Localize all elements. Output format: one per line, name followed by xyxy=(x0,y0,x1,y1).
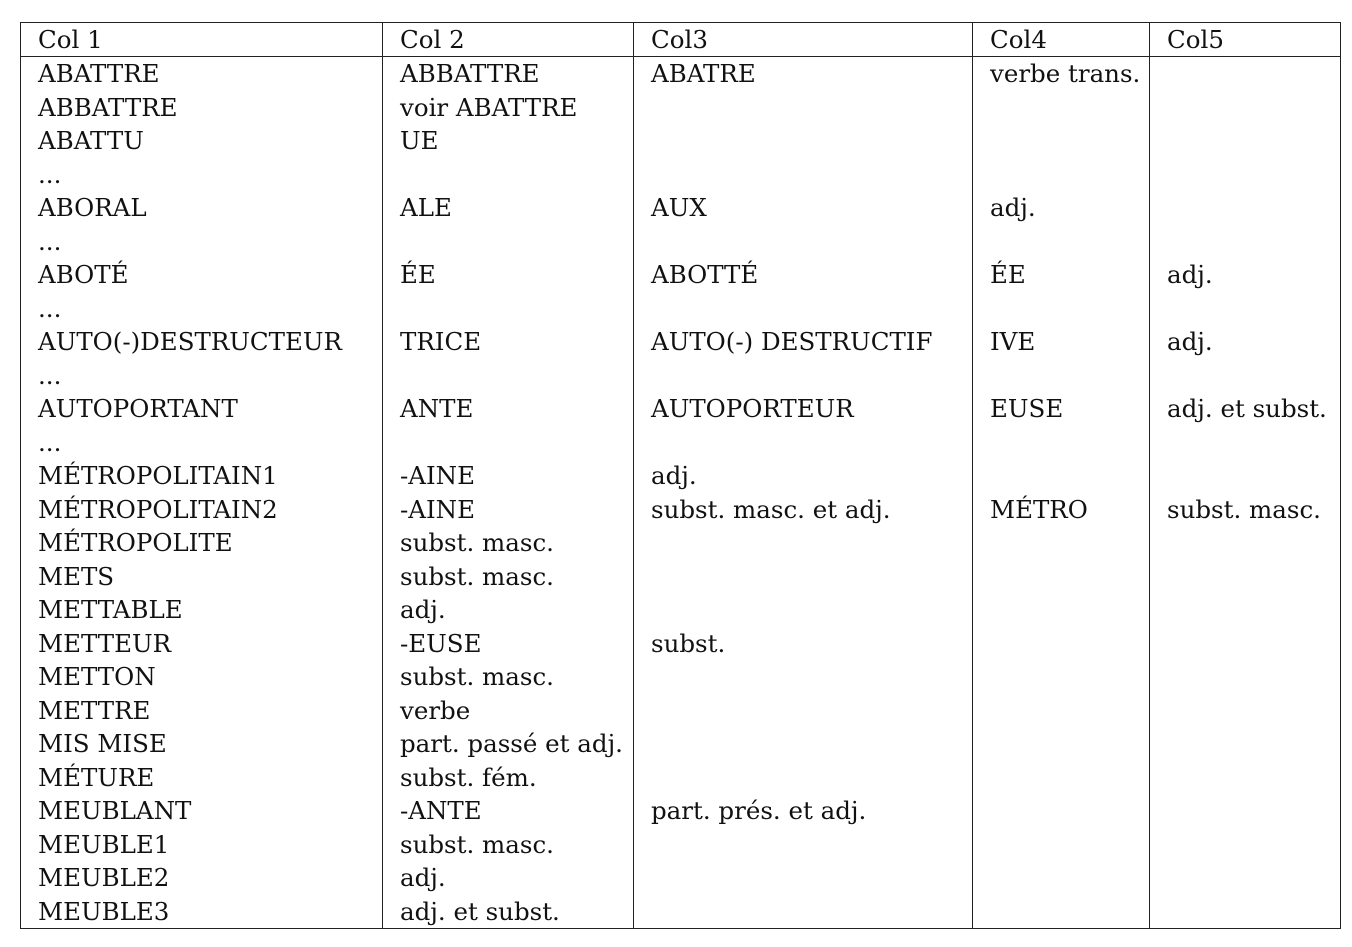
table-cell-col-3: AUTOPORTEUR xyxy=(634,392,973,426)
table-cell-col-2 xyxy=(383,359,634,393)
table-cell-col-5 xyxy=(1150,895,1341,929)
table-cell-col-4 xyxy=(973,828,1150,862)
table-cell-col-2: ÉE xyxy=(383,258,634,292)
table-cell-col-1: ... xyxy=(21,426,383,460)
table-cell-col-3: AUX xyxy=(634,191,973,225)
table-cell-col-4 xyxy=(973,426,1150,460)
table-cell-col-4 xyxy=(973,794,1150,828)
table-cell-col-5: subst. masc. xyxy=(1150,493,1341,527)
table-cell-col-1: MEUBLANT xyxy=(21,794,383,828)
table-cell-col-2: subst. fém. xyxy=(383,761,634,795)
table-cell-col-2: verbe xyxy=(383,694,634,728)
table-cell-col-4 xyxy=(973,459,1150,493)
table-cell-col-5 xyxy=(1150,526,1341,560)
table-row xyxy=(21,560,1341,594)
table-body xyxy=(21,57,1341,929)
table-cell-col-2: adj. et subst. xyxy=(383,895,634,929)
table-cell-col-3: ABOTTÉ xyxy=(634,258,973,292)
table-cell-col-2: voir ABATTRE xyxy=(383,91,634,125)
table-cell-col-1: ABATTU xyxy=(21,124,383,158)
table-cell-col-1: MEUBLE1 xyxy=(21,828,383,862)
table-row xyxy=(21,57,1341,91)
table-cell-col-3: subst. masc. et adj. xyxy=(634,493,973,527)
table-cell-col-3 xyxy=(634,292,973,326)
table-cell-col-1: METTON xyxy=(21,660,383,694)
table-cell-col-5: adj. et subst. xyxy=(1150,392,1341,426)
table-cell-col-4: ÉE xyxy=(973,258,1150,292)
table-cell-col-2: subst. masc. xyxy=(383,560,634,594)
table-cell-col-1: ABATTRE xyxy=(21,57,383,91)
table-cell-col-4: MÉTRO xyxy=(973,493,1150,527)
table-cell-col-3 xyxy=(634,560,973,594)
table-cell-col-3 xyxy=(634,861,973,895)
header-col-2: Col 2 xyxy=(383,23,634,57)
table-cell-col-2: TRICE xyxy=(383,325,634,359)
table-cell-col-2: subst. masc. xyxy=(383,526,634,560)
table-cell-col-5 xyxy=(1150,828,1341,862)
table-row xyxy=(21,426,1341,460)
table-cell-col-5 xyxy=(1150,459,1341,493)
table-cell-col-4 xyxy=(973,124,1150,158)
table-cell-col-1: METTRE xyxy=(21,694,383,728)
table-cell-col-4 xyxy=(973,761,1150,795)
table-cell-col-3 xyxy=(634,359,973,393)
table-row xyxy=(21,828,1341,862)
table-cell-col-4: verbe trans. xyxy=(973,57,1150,91)
table-cell-col-2: subst. masc. xyxy=(383,660,634,694)
table-cell-col-1: METTABLE xyxy=(21,593,383,627)
table-cell-col-1: MÉTROPOLITAIN1 xyxy=(21,459,383,493)
table-cell-col-3: ABATRE xyxy=(634,57,973,91)
table-cell-col-1: ... xyxy=(21,292,383,326)
table-cell-col-4 xyxy=(973,158,1150,192)
table-row xyxy=(21,660,1341,694)
table-cell-col-5 xyxy=(1150,292,1341,326)
table-cell-col-2: ANTE xyxy=(383,392,634,426)
table-cell-col-1: MÉTROPOLITE xyxy=(21,526,383,560)
table-cell-col-2: part. passé et adj. xyxy=(383,727,634,761)
table-row xyxy=(21,526,1341,560)
table-row xyxy=(21,325,1341,359)
table-row xyxy=(21,627,1341,661)
table-cell-col-2 xyxy=(383,426,634,460)
table-cell-col-5: adj. xyxy=(1150,325,1341,359)
table-cell-col-5 xyxy=(1150,91,1341,125)
table-cell-col-3: part. prés. et adj. xyxy=(634,794,973,828)
table-cell-col-1: ... xyxy=(21,359,383,393)
table-cell-col-5 xyxy=(1150,57,1341,91)
lexicon-table xyxy=(20,22,1341,929)
table-row xyxy=(21,493,1341,527)
table-cell-col-3 xyxy=(634,895,973,929)
table-cell-col-4 xyxy=(973,225,1150,259)
table-cell-col-2 xyxy=(383,292,634,326)
table-header xyxy=(21,23,1341,57)
table-cell-col-4: adj. xyxy=(973,191,1150,225)
table-cell-col-5 xyxy=(1150,158,1341,192)
table-row xyxy=(21,91,1341,125)
table-cell-col-3 xyxy=(634,694,973,728)
table-cell-col-3 xyxy=(634,158,973,192)
table-cell-col-3 xyxy=(634,660,973,694)
table-cell-col-2: -EUSE xyxy=(383,627,634,661)
table-cell-col-1: METTEUR xyxy=(21,627,383,661)
table-cell-col-5 xyxy=(1150,761,1341,795)
table-row xyxy=(21,761,1341,795)
table-cell-col-5 xyxy=(1150,359,1341,393)
table-cell-col-3: AUTO(-) DESTRUCTIF xyxy=(634,325,973,359)
table-cell-col-3 xyxy=(634,727,973,761)
header-col-1: Col 1 xyxy=(21,23,383,57)
table-cell-col-4 xyxy=(973,560,1150,594)
table-cell-col-2 xyxy=(383,225,634,259)
table-row xyxy=(21,727,1341,761)
table-cell-col-4 xyxy=(973,895,1150,929)
table-cell-col-4 xyxy=(973,660,1150,694)
table-cell-col-4 xyxy=(973,359,1150,393)
table-cell-col-5 xyxy=(1150,191,1341,225)
table-row xyxy=(21,593,1341,627)
table-cell-col-5 xyxy=(1150,861,1341,895)
table-cell-col-1: MEUBLE3 xyxy=(21,895,383,929)
table-cell-col-1: MIS MISE xyxy=(21,727,383,761)
table-cell-col-2: -ANTE xyxy=(383,794,634,828)
table-cell-col-4 xyxy=(973,292,1150,326)
table-row xyxy=(21,124,1341,158)
header-col-3: Col3 xyxy=(634,23,973,57)
table-cell-col-4 xyxy=(973,694,1150,728)
table-row xyxy=(21,392,1341,426)
table-cell-col-2: subst. masc. xyxy=(383,828,634,862)
table-cell-col-1: METS xyxy=(21,560,383,594)
table-cell-col-5 xyxy=(1150,225,1341,259)
table-cell-col-5 xyxy=(1150,660,1341,694)
table-cell-col-4 xyxy=(973,627,1150,661)
table-cell-col-5 xyxy=(1150,794,1341,828)
table-cell-col-5 xyxy=(1150,426,1341,460)
table-row xyxy=(21,191,1341,225)
table-cell-col-4 xyxy=(973,727,1150,761)
table-cell-col-1: ... xyxy=(21,225,383,259)
table-cell-col-5 xyxy=(1150,124,1341,158)
table-cell-col-1: AUTOPORTANT xyxy=(21,392,383,426)
table-row xyxy=(21,158,1341,192)
table-cell-col-1: AUTO(-)DESTRUCTEUR xyxy=(21,325,383,359)
table-cell-col-3 xyxy=(634,593,973,627)
table-cell-col-3 xyxy=(634,526,973,560)
table-cell-col-4 xyxy=(973,593,1150,627)
table-cell-col-1: MÉTROPOLITAIN2 xyxy=(21,493,383,527)
table-cell-col-5 xyxy=(1150,694,1341,728)
header-col-5: Col5 xyxy=(1150,23,1341,57)
table-cell-col-2: adj. xyxy=(383,593,634,627)
header-col-4: Col4 xyxy=(973,23,1150,57)
table-cell-col-4: EUSE xyxy=(973,392,1150,426)
table-cell-col-5: adj. xyxy=(1150,258,1341,292)
table-cell-col-2: -AINE xyxy=(383,493,634,527)
table-cell-col-3 xyxy=(634,225,973,259)
table-row xyxy=(21,694,1341,728)
table-cell-col-3 xyxy=(634,91,973,125)
table-row xyxy=(21,794,1341,828)
table-cell-col-2: adj. xyxy=(383,861,634,895)
table-cell-col-5 xyxy=(1150,627,1341,661)
table-cell-col-4 xyxy=(973,91,1150,125)
table-cell-col-1: ... xyxy=(21,158,383,192)
header-row xyxy=(21,23,1341,57)
table-cell-col-3 xyxy=(634,761,973,795)
table-cell-col-4 xyxy=(973,861,1150,895)
table-cell-col-1: ABBATTRE xyxy=(21,91,383,125)
table-cell-col-5 xyxy=(1150,593,1341,627)
table-cell-col-2: ABBATTRE xyxy=(383,57,634,91)
table-row xyxy=(21,895,1341,929)
table-row xyxy=(21,861,1341,895)
table-cell-col-3 xyxy=(634,426,973,460)
table-cell-col-2: ALE xyxy=(383,191,634,225)
table-cell-col-5 xyxy=(1150,727,1341,761)
table-row xyxy=(21,292,1341,326)
table-cell-col-3 xyxy=(634,828,973,862)
table-cell-col-1: ABOTÉ xyxy=(21,258,383,292)
table-cell-col-1: MÉTURE xyxy=(21,761,383,795)
table-row xyxy=(21,359,1341,393)
table-cell-col-1: MEUBLE2 xyxy=(21,861,383,895)
table-cell-col-2 xyxy=(383,158,634,192)
table-row xyxy=(21,459,1341,493)
table-cell-col-5 xyxy=(1150,560,1341,594)
table-row xyxy=(21,258,1341,292)
table-cell-col-2: -AINE xyxy=(383,459,634,493)
table-row xyxy=(21,225,1341,259)
table-cell-col-3 xyxy=(634,124,973,158)
table-cell-col-3: subst. xyxy=(634,627,973,661)
table-cell-col-4: IVE xyxy=(973,325,1150,359)
table-cell-col-1: ABORAL xyxy=(21,191,383,225)
table-cell-col-4 xyxy=(973,526,1150,560)
table-cell-col-3: adj. xyxy=(634,459,973,493)
table-cell-col-2: UE xyxy=(383,124,634,158)
